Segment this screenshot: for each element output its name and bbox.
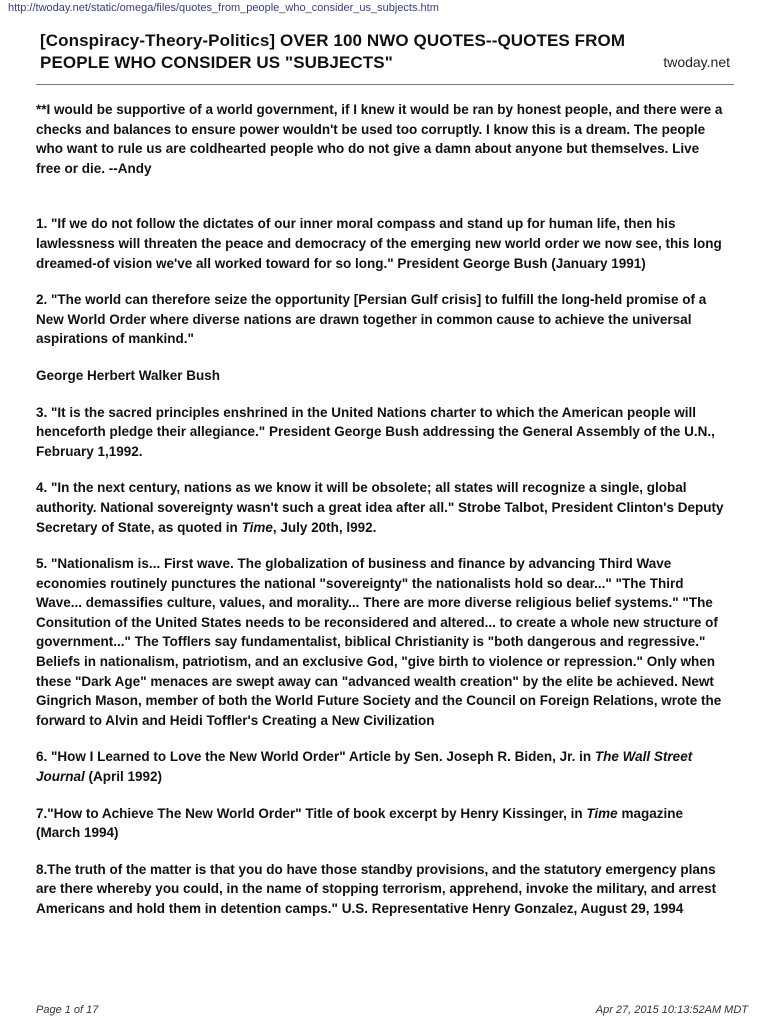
page-title: [Conspiracy-Theory-Politics] OVER 100 NWO QUOTES--QUOTES FROM PEOPLE WHO CONSIDER US "SUBJECTS" (40, 31, 626, 72)
quote-2: 2. "The world can therefore seize the opportunity [Persian Gulf crisis] to fulfill the long-held promise of a New World Order where diverse nations are drawn together in common cause to achieve the universal aspirations of mankind." (36, 292, 707, 347)
site-name: twoday.net (663, 54, 730, 70)
quote-4-text: 4. "In the next century, nations as we know it will be obsolete; all states will recognize a single, global authority. National sovereignty wasn't such a great idea after all." Strobe Talbot, President Clinton's Deputy Secretary of State, as quoted in (36, 480, 724, 535)
page-number: Page 1 of 17 (36, 1004, 99, 1016)
print-timestamp: Apr 27, 2015 10:13:52AM MDT (595, 1004, 748, 1016)
quote-7 (36, 804, 726, 843)
document-body (36, 100, 726, 936)
quote-1: 1. "If we do not follow the dictates of our inner moral compass and stand up for human life, then his lawlessness will threaten the peace and democracy of the emerging new world order we now see, this long dreamed-of vision we've all worked toward for so long." President George Bush (January 1991) (36, 216, 722, 271)
intro-paragraph: **I would be supportive of a world government, if I knew it would be ran by honest people, and there were a checks and balances to ensure power wouldn't be used too corruptly. I know this is a dream. The people who want to rule us are coldhearted people who do not give a damn about anyone but themselves. Live free or die. --Andy (36, 102, 723, 176)
quote-7-text: 7."How to Achieve The New World Order" Title of book excerpt by Henry Kissinger, in (36, 805, 587, 821)
quote-6-date: (April 1992) (84, 769, 163, 785)
quote-4-date: , July 20th, l992. (272, 519, 377, 535)
header-divider (36, 84, 734, 85)
quote-5: 5. "Nationalism is... First wave. The globalization of business and finance by advancing Third Wave economies routinely punctures the national "sovereignty" the nationalists hold so dear..." "The Third Wave... demassifies culture, values, and morality... There are more diverse religious belief systems." "The Consitution of the United States needs to be reconsidered and altered... to create a whole new structure of government..." The Tofflers say fundamentalist, biblical Christianity is "both dangerous and regressive." Beliefs in nationalism, patriotism, and an exclusive God, "give birth to violence or repression." Only when these "Dark Age" menaces are swept away can "advanced wealth creation" by the elite be achieved. Newt Gingrich Mason, member of both the World Future Society and the Council on Foreign Relations, wrote the forward to Alvin and Heidi Toffler's Creating a New Civilization (36, 556, 722, 728)
quote-3: 3. "It is the sacred principles enshrined in the United Nations charter to which the American people will henceforth pledge their allegiance." President George Bush addressing the General Assembly of the U.N., February 1,1992. (36, 404, 715, 459)
quote-2-author: George Herbert Walker Bush (36, 367, 221, 383)
quote-6 (36, 747, 726, 786)
quote-4-publication: Time (241, 519, 273, 535)
quote-6-text: 6. "How I Learned to Love the New World Order" Article by Sen. Joseph R. Biden, Jr. in (36, 749, 595, 765)
quote-7-publication: Time (586, 805, 618, 821)
source-url[interactable]: http://twoday.net/static/omega/files/quotes_from_people_who_consider_us_subjects.htm (8, 2, 439, 14)
quote-6-publication: The Wall Street Journal (36, 749, 693, 785)
page-header (40, 30, 730, 78)
quote-8: 8.The truth of the matter is that you do have those standby provisions, and the statutory emergency plans are there whereby you could, in the name of stopping terrorism, apprehend, invoke the military, and arrest Americans and hold them in detention camps." U.S. Representative Henry Gonzalez, August 29, 1994 (36, 861, 717, 916)
quote-4 (36, 478, 726, 537)
quote-7-date: magazine (March 1994) (36, 805, 683, 841)
